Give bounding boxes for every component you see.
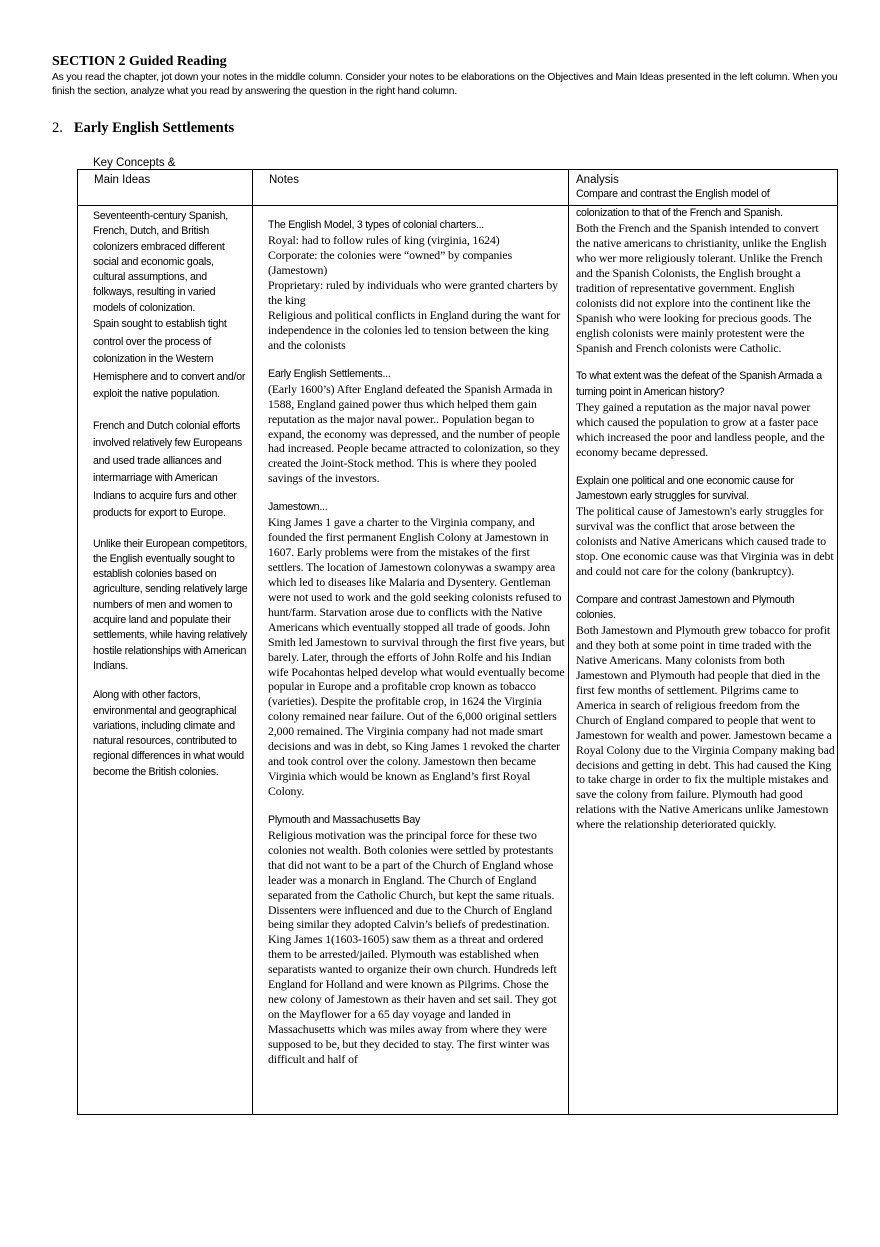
analysis-block: [576, 593, 835, 832]
notes-text: Religious motivation was the principal force for these two colonies not wealth. Both colonies were settled by protestants that did not want to be a part of the Church of England whose leader was a monarch in England. The Church of England separated from the Catholic Church, but kept the same rituals. Dissenters were influenced and due to the Church of England being similar they adopted Calvin’s beliefs of predestination. King James 1(1603-1605) saw them as a threat and ordered them to be arrested/jailed. Plymouth was established when separatists wanted to organize their own church. Hundreds left England for Holland and were known as Pilgrims. Chose the new colony of Jamestown as their haven and set sail. They got on the Mayflower for a 65 day voyage and landed in Massachusetts which was miles away from where they were supposed to be, but they decided to stay. The first winter was difficult and half of: [268, 828, 557, 1066]
subsection-title: Early English Settlements: [73, 120, 235, 136]
analysis-question: To what extent was the defeat of the Spanish Armada a turning point in American history?: [576, 370, 822, 398]
notes-heading: Plymouth and Massachusetts Bay: [268, 813, 421, 826]
notes-heading: Early English Settlements...: [268, 367, 391, 380]
notes-heading: Jamestown...: [268, 501, 328, 514]
notes-block: [268, 367, 566, 487]
guided-reading-table: [77, 169, 838, 1115]
notes-cell: [253, 206, 569, 1115]
analysis-answer: Both Jamestown and Plymouth grew tobacco for profit and they both at some point in time traded with the Native Americans. Many colonists from both Jamestown and Plymouth had people that died in the first few months of settlement. Pilgrims came to America in search of religious freedom from the Church of England compared to people that went to Jamestown for wealth and power. Jamestown became a Royal Colony due to the Virginia Company making bad decisions and getting in debt. This had caused the King to take charge in order to fix the multiple mistakes and save the colony from failure. Plymouth had good relations with the Native Americans unlike Jamestown where the relationship deteriorated quickly.: [576, 623, 835, 832]
header-analysis: [569, 170, 838, 206]
main-idea-1: Seventeenth-century Spanish, French, Dutch, and British colonizers embraced different social and economic goals, cultural assumptions, and folkways, resulting in varied models of colonization.: [93, 210, 228, 314]
analysis-answer: They gained a reputation as the major naval power which caused the population to grow at a faster pace which increased the poor and landless people, and the economy became depressed.: [576, 400, 825, 459]
table-body-row: [78, 206, 838, 1115]
analysis-block: [576, 206, 835, 355]
header-notes: [253, 170, 569, 206]
main-ideas-cell: [78, 206, 253, 1115]
analysis-cell: [569, 206, 838, 1115]
section-title: SECTION 2 Guided Reading: [52, 54, 227, 69]
analysis-header: Analysis: [576, 174, 619, 186]
analysis-question: Explain one political and one economic cause for Jamestown early struggles for survival.: [576, 474, 794, 502]
notes-header: Notes: [269, 174, 300, 186]
instructions-text: As you read the chapter, jot down your notes in the middle column. Consider your notes to be elaborations on the Objectives and Main Ideas presented in the left column. When you finish the section, analyze what you read by answering the question in the right hand column.: [52, 72, 838, 97]
header-main-ideas: [78, 170, 253, 206]
analysis-block: [576, 369, 835, 459]
analysis-block: [576, 474, 835, 579]
notes-block: [268, 500, 566, 799]
subsection-heading: [52, 120, 234, 137]
notes-text: (Early 1600’s) After England defeated the Spanish Armada in 1588, England gained power thus which helped them gain reputation as the major naval power.. Population began to expand, the economy was depressed, and the number of people had increased. People became attracted to colonization, so they created the Joint-Stock method. This is where they pooled savings of the investors.: [268, 381, 560, 486]
notes-heading: The English Model, 3 types of colonial charters...: [268, 219, 484, 231]
analysis-answer: The political cause of Jamestown's early struggles for survival was the conflict that arose between the colonists and Native Americans which caused trade to stop. One economic cause was that Virginia was in debt and could not care for the colony (bankruptcy).: [576, 504, 834, 578]
subsection-number: 2.: [52, 120, 63, 136]
analysis-question: Compare and contrast Jamestown and Plymouth colonies.: [576, 593, 795, 622]
notes-block: [268, 813, 566, 1067]
notes-text: Royal: had to follow rules of king (virginia, 1624) Corporate: the colonies were “owned” by companies (Jamestown) Proprietary: ruled by individuals who were granted charters by the king Religious and political conflicts in England during the want for independence in the colonies led to tension between the king and the colonists: [268, 233, 561, 352]
analysis-question-1-line1: Compare and contrast the English model of: [576, 188, 770, 200]
table-header-row: [78, 170, 838, 206]
main-idea-4: Along with other factors, environmental and geographical variations, including climate and natural resources, contributed to regional differences in what would become the British colonies.: [93, 689, 244, 778]
notes-text: King James 1 gave a charter to the Virginia company, and founded the first permanent English Colony at Jamestown in 1607. Early problems were from the mistakes of the first settlers. The location of Jamestown colonywas a swampy area which led to diseases like Malaria and Dysentery. Gentleman were not used to work and the gold seeking colonists refused to hunt/farm. Starvation arose due to conflicts with the Native Americans which eventually stopped all trade of goods. John Smith led Jamestown to survival through the first five years, but barely. Later, through the efforts of John Rolfe and his Indian wife Pocahontas helped develop what would eventually become popular in Europe and a profitable crop known as tobacco (varieties). Despite the profitable crop, in 1624 the Virginia colony remained near failure. Out of the 6,000 original settlers 2,000 remained. The Virginia company had not made smart decisions and was in debt, so King James 1 revoked the charter and took control over the colony. Jamestown then became Virginia which would be known as England’s first Royal Colony.: [268, 515, 565, 798]
main-idea-3: Unlike their European competitors, the English eventually sought to establish colonies based on agriculture, sending relatively large numbers of men and women to acquire land and populate their settlements, while having relatively hostile relationships with American Indians.: [93, 537, 248, 672]
main-ideas-header: Main Ideas: [94, 174, 151, 186]
notes-block: [268, 218, 566, 353]
key-concepts-header: Key Concepts &: [93, 157, 176, 169]
main-idea-spain: Spain sought to establish tight control over the process of colonization in the Western Hemisphere and to convert and/or exploit the native population.: [93, 318, 246, 401]
analysis-question-1-rest: colonization to that of the French and Spanish.: [576, 207, 783, 219]
analysis-answer: Both the French and the Spanish intended to convert the native americans to christianity, unlike the English who wer more religiously tolerant. Unlike the French and the Spanish Colonists, the English brought a tradition of representative government. English colonists did not explore into the continent like the Spanish who were looking for precious goods. The english colonists were mainly protestent were the Spanish and French colonists were Catholic.: [576, 221, 827, 355]
main-idea-2: French and Dutch colonial efforts involved relatively few Europeans and used trade alliances and intermarriage with American Indians to acquire furs and other products for export to Europe.: [93, 419, 242, 520]
